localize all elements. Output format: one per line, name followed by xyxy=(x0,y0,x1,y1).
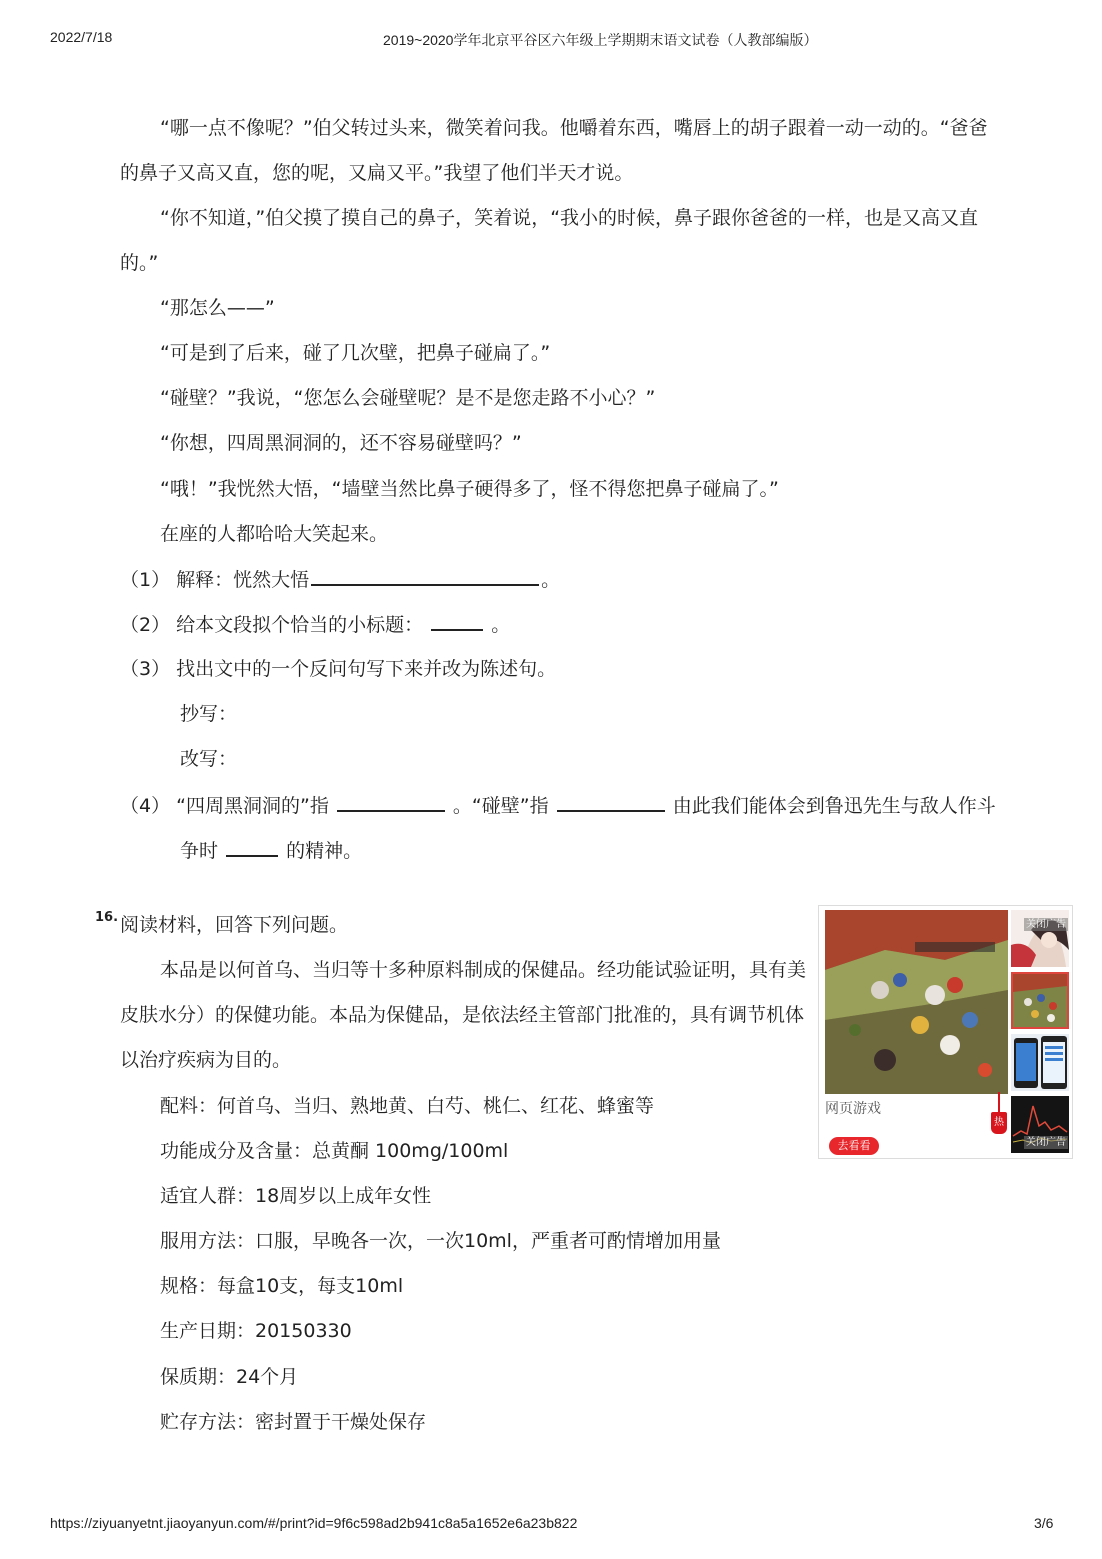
question-3-rewrite-label: 改写： xyxy=(180,748,238,770)
question-2 xyxy=(120,611,510,638)
question-16-intro-line-1: 本品是以何首乌、当归等十多种原料制成的保健品。经功能试验证明，具有美 xyxy=(160,959,807,981)
question-2-text: 给本文段拟个恰当的小标题： xyxy=(176,614,424,636)
answer-blank-4b[interactable] xyxy=(557,792,665,812)
ad-game-image[interactable] xyxy=(825,910,1008,1094)
passage-paragraph-5: “碰壁？”我说，“您怎么会碰壁呢？是不是您走路不小心？” xyxy=(160,387,656,409)
product-audience: 适宜人群：18周岁以上成年女性 xyxy=(160,1185,432,1207)
header-date: 2022/7/18 xyxy=(50,29,113,45)
product-production-date: 生产日期：20150330 xyxy=(160,1320,352,1342)
product-shelf-life: 保质期：24个月 xyxy=(160,1366,299,1388)
footer-page-number: 3/6 xyxy=(1034,1515,1054,1531)
passage-paragraph-2-line-2: 的。” xyxy=(120,252,159,274)
question-16-prompt: 阅读材料，回答下列问题。 xyxy=(120,914,349,936)
ad-hot-string xyxy=(998,1092,1000,1112)
question-16-intro-line-3: 以治疗疾病为目的。 xyxy=(120,1049,292,1071)
question-4-part-5: 的精神。 xyxy=(286,840,363,862)
passage-paragraph-3: “那怎么——” xyxy=(160,297,275,319)
question-4-part-1: “四周黑洞洞的”指 xyxy=(176,795,329,817)
question-4-part-2: 。“碰壁”指 xyxy=(452,795,549,817)
product-ingredients: 配料：何首乌、当归、熟地黄、白芍、桃仁、红花、蜂蜜等 xyxy=(160,1095,655,1117)
question-3-text: 找出文中的一个反问句写下来并改为陈述句。 xyxy=(176,658,557,680)
question-2-end: 。 xyxy=(491,614,511,636)
product-storage: 贮存方法：密封置于干燥处保存 xyxy=(160,1411,427,1433)
question-4-part-4: 争时 xyxy=(180,840,219,862)
passage-paragraph-1-line-1: “哪一点不像呢？”伯父转过头来，微笑着问我。他嚼着东西，嘴唇上的胡子跟着一动一动的。“爸爸 xyxy=(160,117,988,139)
question-4-continued xyxy=(180,837,362,864)
question-1-number: （1） xyxy=(120,569,171,591)
passage-paragraph-8: 在座的人都哈哈大笑起来。 xyxy=(160,523,389,545)
ad-thumbnail-1[interactable] xyxy=(1011,910,1069,967)
ad-thumbnail-4[interactable] xyxy=(1011,1096,1069,1153)
product-components: 功能成分及含量：总黄酮 100mg/100ml xyxy=(160,1140,509,1162)
question-4-part-3: 由此我们能体会到鲁迅先生与敌人作斗 xyxy=(672,795,996,817)
ad-thumbnail-3[interactable] xyxy=(1011,1034,1069,1091)
passage-paragraph-1-line-2: 的鼻子又高又直，您的呢，又扁又平。”我望了他们半天才说。 xyxy=(120,162,634,184)
advertisement-widget[interactable] xyxy=(818,905,1073,1159)
question-1-end: 。 xyxy=(541,569,561,591)
question-16-intro-line-2: 皮肤水分）的保健功能。本品为保健品，是依法经主管部门批准的，具有调节机体 xyxy=(120,1004,805,1026)
question-3 xyxy=(120,656,556,682)
passage-paragraph-6: “你想，四周黑洞洞的，还不容易碰壁吗？” xyxy=(160,432,522,454)
question-3-number: （3） xyxy=(120,658,171,680)
ad-close-label-2[interactable]: 关闭广告 xyxy=(1026,1137,1066,1148)
answer-blank-2[interactable] xyxy=(431,611,483,631)
passage-paragraph-2-line-1: “你不知道，”伯父摸了摸自己的鼻子，笑着说，“我小的时候，鼻子跟你爸爸的一样，也是又高又直 xyxy=(160,207,979,229)
ad-hot-badge: 热 xyxy=(991,1112,1007,1134)
passage-paragraph-4: “可是到了后来，碰了几次壁，把鼻子碰扁了。” xyxy=(160,342,551,364)
ad-caption: 网页游戏 xyxy=(825,1101,881,1117)
question-4 xyxy=(120,792,996,819)
question-1 xyxy=(120,566,560,593)
product-spec: 规格：每盒10支，每支10ml xyxy=(160,1275,404,1297)
question-2-number: （2） xyxy=(120,614,171,636)
answer-blank-4c[interactable] xyxy=(226,837,278,857)
ad-thumbnail-2[interactable] xyxy=(1011,972,1069,1029)
question-4-number: （4） xyxy=(120,795,171,817)
footer-url: https://ziyuanyetnt.jiaoyanyun.com/#/print?id=9f6c598ad2b941c8a5a1652e6a23b822 xyxy=(50,1515,578,1531)
answer-blank-1[interactable] xyxy=(311,566,539,586)
question-1-text: 解释：恍然大悟 xyxy=(176,569,310,591)
question-16-number: 16. xyxy=(95,910,119,925)
passage-paragraph-7: “哦！”我恍然大悟，“墙壁当然比鼻子硬得多了，怪不得您把鼻子碰扁了。” xyxy=(160,478,779,500)
header-title: 2019~2020学年北京平谷区六年级上学期期末语文试卷（人教部编版） xyxy=(383,32,818,48)
ad-close-label-1[interactable]: 关闭广告 xyxy=(1026,919,1066,930)
product-usage: 服用方法：口服，早晚各一次，一次10ml，严重者可酌情增加用量 xyxy=(160,1230,721,1252)
ad-view-button[interactable]: 去看看 xyxy=(829,1137,879,1155)
answer-blank-4a[interactable] xyxy=(337,792,445,812)
question-3-copy-label: 抄写： xyxy=(180,703,238,725)
